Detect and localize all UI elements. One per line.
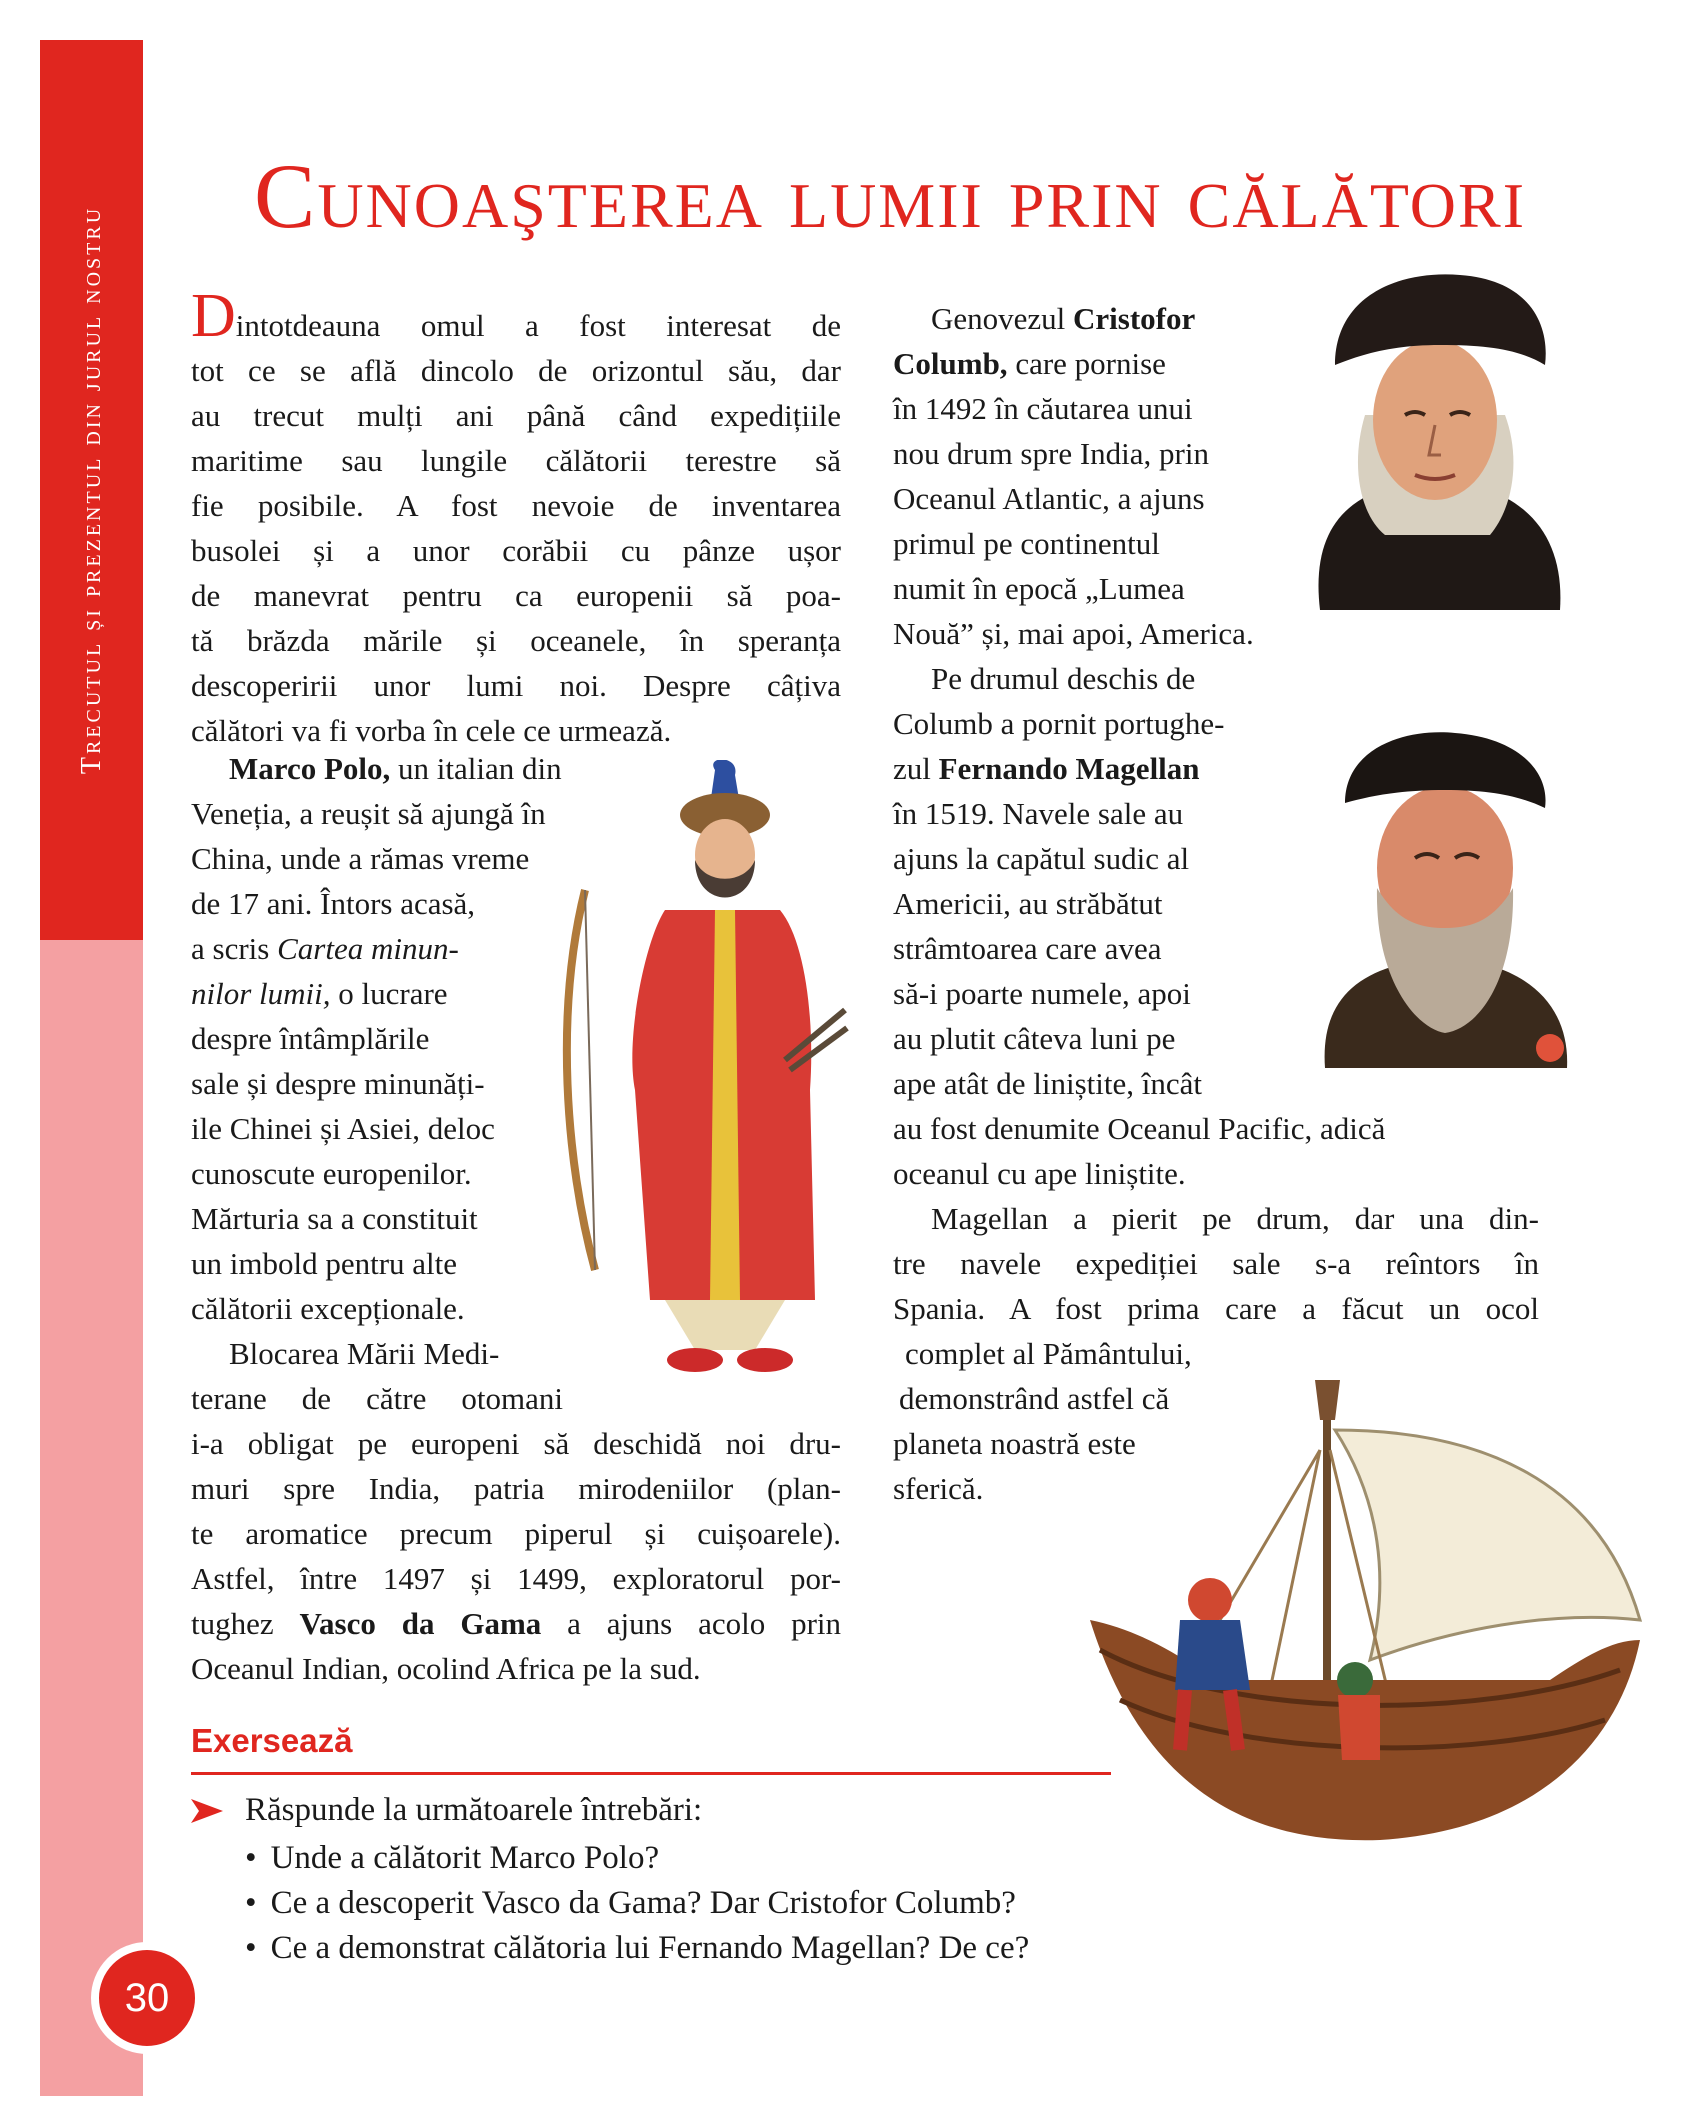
arrow-bullet-icon	[189, 1797, 225, 1825]
magellan-paragraph: Pe drumul deschis de Columb a pornit portughe- zul Fernando Magellan în 1519. Navele sale au ajuns la capătul sudic al Americii, au străbătut strâmtoarea care avea să-i poarte numele, apoi au plutit câteva luni pe ape atât de liniștite, încât au fost denumite Oceanul Pacific, adică oceanul cu ape liniștite.	[893, 661, 1386, 1191]
columbus-portrait	[1290, 265, 1580, 610]
exercise-prompt: Răspunde la următoarele întrebări:	[245, 1792, 703, 1828]
exercise-divider	[191, 1772, 1111, 1775]
book-title: Cartea minun-	[277, 931, 459, 966]
sidebar-band-light	[40, 940, 143, 2096]
page-title: Cunoaşterea lumii prin călători	[253, 145, 1527, 247]
ship-illustration	[1080, 1360, 1660, 1860]
intro-paragraph: Dintotdeauna omul a fost interesat de tot ce se află dincolo de orizontul său, dar au trecut mulți ani până când expedițiile maritime sau lungile călătorii terestre să fie posibile. A fost nevoie de inventarea busolei și a unor corăbii cu pânze ușor de manevrat pentru ca europenii să poa- tă brăzda mările și oceanele, în speranța descoperirii unor lumi noi. Despre câțiva călători va fi vorba în cele ce urmează.	[191, 282, 841, 748]
marco-polo-paragraph: Marco Polo, un italian din Veneția, a reușit să ajungă în China, unde a rămas vreme de 17 ani. Întors acasă, a scris Cartea minun- nilor lumii, o lucrare despre întâmplările sale și despre minunăți- ile Chinei și Asiei, deloc cunoscute europenilor. Mărturia sa a constituit un imbold pentru alte călătorii excepționale.	[191, 751, 562, 1326]
magellan-portrait	[1305, 728, 1580, 1068]
columbus-name: Cristofor	[1073, 301, 1196, 336]
circumnavigation-paragraph: Magellan a pierit pe drum, dar una din- tre navele expediției sale s-a reîntors în Spania. A fost prima care a făcut un ocol complet al Pământului, demonstrând astfel că planeta noastră este sferică.	[893, 1201, 1539, 1506]
exercise-questions	[245, 1836, 1029, 1971]
vasco-da-gama-name: Vasco da Gama	[299, 1606, 542, 1641]
drop-cap: D	[191, 282, 236, 350]
marco-polo-name: Marco Polo,	[229, 751, 391, 786]
sidebar-chapter-label: Trecutul și prezentul din jurul nostru	[76, 205, 107, 775]
list-item: • Ce a demonstrat călătoria lui Fernando Magellan? De ce?	[245, 1926, 1029, 1971]
exercise-heading: Exersează	[191, 1722, 353, 1759]
vasco-da-gama-paragraph: Blocarea Mării Medi- terane de către otomani i-a obligat pe europeni să deschidă noi dru- muri spre India, patria mirodeniilor (plan- te aromatice precum piperul și cuișoarele). Astfel, între 1497 și 1499, exploratorul por- tughez Vasco da Gama a ajuns acolo prin Oceanul Indian, ocolind Africa pe la sud.	[191, 1336, 841, 1686]
list-item: • Ce a descoperit Vasco da Gama? Dar Cristofor Columb?	[245, 1881, 1029, 1926]
list-item: • Unde a călătorit Marco Polo?	[245, 1836, 1029, 1881]
magellan-name: Fernando Magellan	[938, 751, 1200, 786]
columbus-paragraph: Genovezul Cristofor Columb, care pornise în 1492 în căutarea unui nou drum spre India, prin Oceanul Atlantic, a ajuns primul pe continentul numit în epocă „Lumea Nouă” și, mai apoi, America.	[893, 301, 1254, 651]
marco-polo-illustration	[555, 760, 855, 1380]
page-number: 30	[91, 1942, 203, 2054]
